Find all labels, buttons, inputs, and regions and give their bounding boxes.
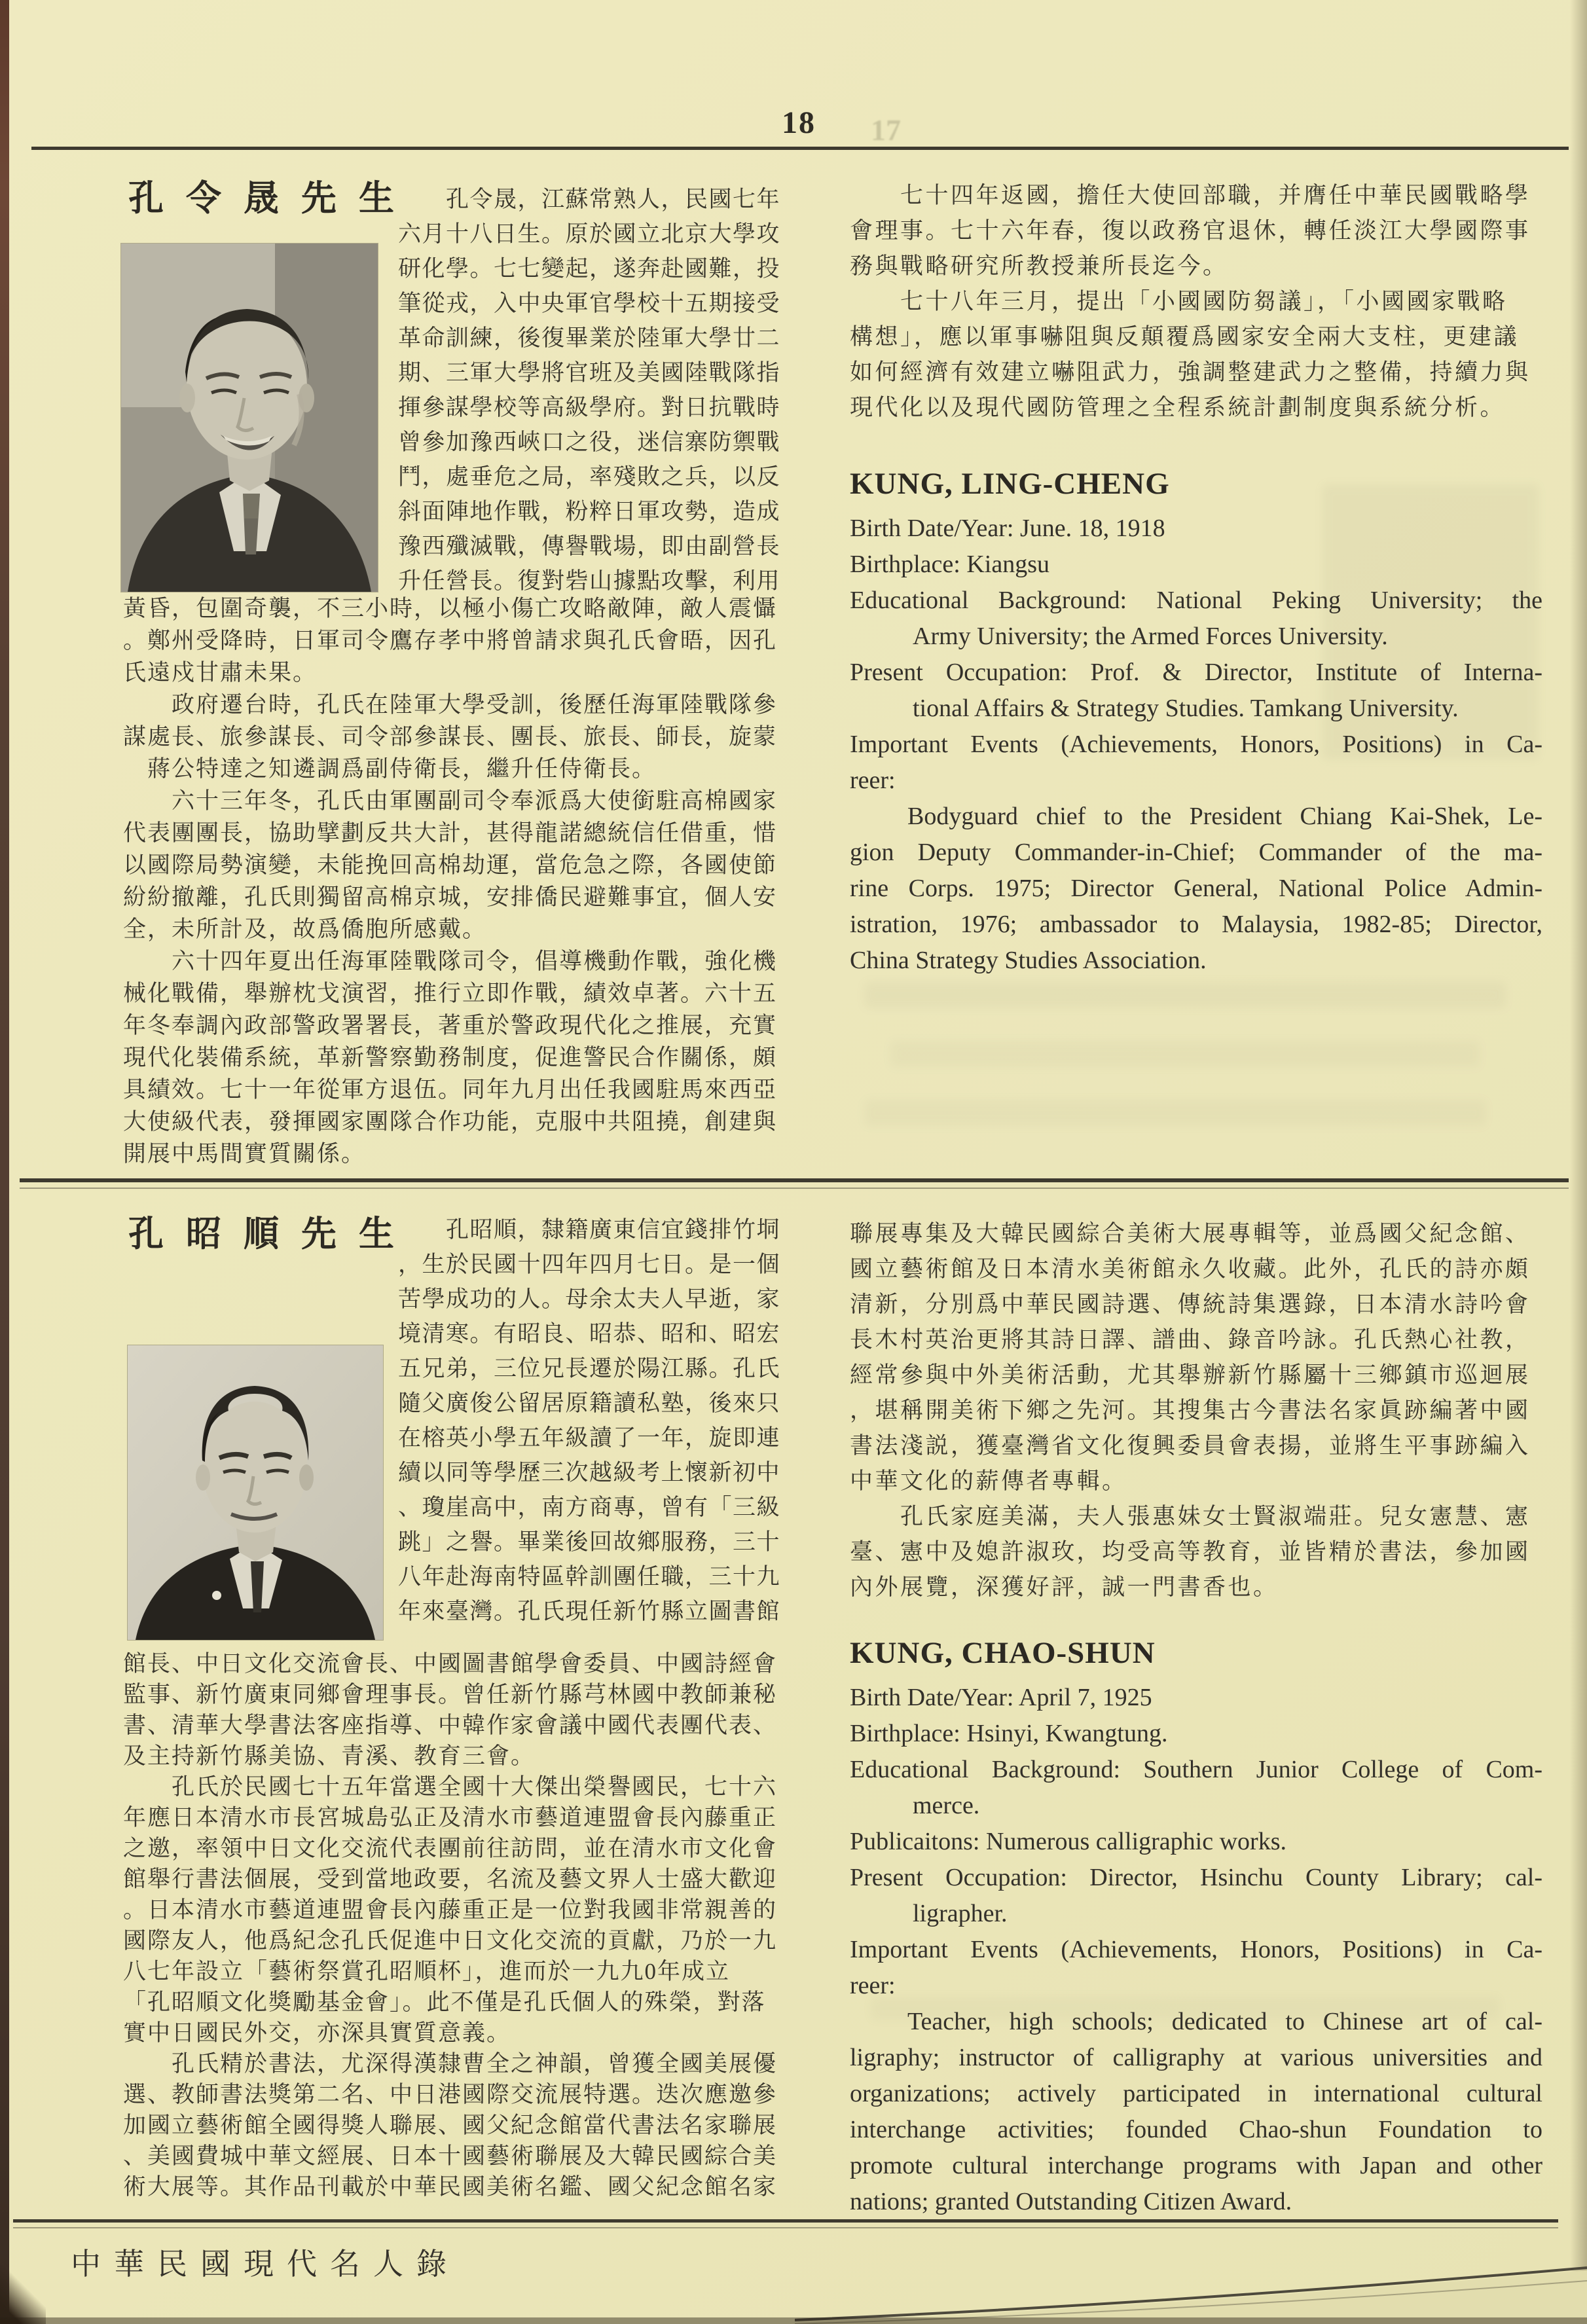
bio1-english-name: KUNG, LING-CHENG [850,467,1170,501]
text-line: Teacher, high schools; dedicated to Chinese art of cal- [907,2008,1542,2035]
text-line: 年來臺灣。孔氏現任新竹縣立圖書館 [398,1599,781,1624]
text-line: 續以同等學歷三次越級考上懷新初中 [398,1460,781,1485]
text-line: 紛紛撤離，孔氏則獨留高棉京城，安排僑民避難事宜，個人安 [123,884,778,910]
showthrough-artifact [890,1041,1480,1067]
text-line: 七十四年返國，擔任大使回部職，并膺任中華民國戰略學 [850,183,1531,208]
text-line: 氏遠戍甘肅未果。 [123,660,318,685]
text-line: 八七年設立「藝術祭賞孔昭順杯」，進而於一九九0年成立 [123,1959,731,1984]
text-line: 鬥，處垂危之局，率殘敗之兵，以反 [398,464,781,490]
text-line: 謀處長、旅參謀長、司令部參謀長、團長、旅長、師長，旋蒙 [123,724,778,750]
kung-chao-shun-portrait [128,1345,383,1640]
text-line: Important Events (Achievements, Honors, Positions) in Ca- [850,731,1542,758]
bio2-fullwidth-text [123,1648,788,2202]
text-line: rine Corps. 1975; Director General, National Police Admin- [850,875,1542,902]
text-line: tional Affairs & Strategy Studies. Tamkang University. [913,695,1459,722]
text-line: merce. [913,1792,980,1819]
portrait-photo-illustration [128,1345,383,1640]
scan-corner-shadow [0,2265,46,2324]
text-line: 長木村英治更將其詩日譯、譜曲、錄音吟詠。孔氏熱心社教， [850,1327,1531,1353]
bio2-english-lines [850,1680,1542,2220]
portrait-photo-illustration [121,244,378,592]
text-line: 筆從戎，入中央軍官學校十五期接受 [398,291,781,316]
text-line: 館舉行書法個展，受到當地政要，名流及藝文界人士盛大歡迎 [123,1866,778,1892]
text-line: 跳」之譽。畢業後回故鄉服務，三十 [398,1529,781,1555]
text-line: interchange activities; founded Chao-shun Foundation to [850,2116,1542,2143]
bio1-fullwidth-text [123,592,788,1170]
text-line: 五兄弟，三位兄長遷於陽江縣。孔氏 [398,1356,781,1381]
text-line: 具績效。七十一年從軍方退伍。同年九月出任我國駐馬來西亞 [123,1077,778,1102]
text-line: Present Occupation: Prof. & Director, Institute of Interna- [850,659,1542,686]
text-line: 年冬奉調內政部警政署署長，著重於警政現代化之推展，充實 [123,1013,778,1038]
text-line: 中華文化的薪傳者專輯。 [850,1468,1127,1494]
footer-rule-echo [13,2227,1558,2228]
text-line: istration, 1976; ambassador to Malaysia, 1982-85; Director, [850,911,1542,938]
text-line: 升任營長。復對砦山據點攻擊，利用 [398,568,781,594]
text-line: 選、教師書法獎第二名、中日港國際交流展特選。迭次應邀參 [123,2082,778,2107]
text-line: 、美國費城中華文經展、日本十國藝術聯展及大韓民國綜合美 [123,2143,778,2169]
text-line: 臺、憲中及媳許淑玫，均受高等教育，並皆精於書法，參加國 [850,1539,1531,1565]
text-line: ligraphy; instructor of calligraphy at various universities and [850,2044,1542,2071]
text-line: 蔣公特達之知遴調爲副侍衛長，繼升任侍衛長。 [123,756,657,782]
text-line: 務與戰略研究所教授兼所長迄今。 [850,253,1228,279]
text-line: 、瓊崖高中，南方商專，曾有「三級 [398,1495,781,1520]
text-line: ，生於民國十四年四月七日。是一個 [398,1252,781,1277]
text-line: 孔令晟，江蘇常熟人，民國七年 [398,187,781,212]
text-line: 館長、中日文化交流會長、中國圖書館學會委員、中國詩經會 [123,1651,778,1677]
text-line: organizations; actively participated in international cultural [850,2080,1542,2107]
text-line: 實中日國民外交，亦深具實質意義。 [123,2020,511,2046]
bio1-english-lines [850,511,1542,979]
page-curl-artifact [795,2252,1587,2324]
text-line: 清新，分別爲中華民國詩選、傳統詩集選錄，日本清水詩吟會 [850,1292,1531,1317]
text-line: 孔昭順，隸籍廣東信宜錢排竹垌 [398,1217,781,1243]
text-line: 國立藝術館及日本清水美術館永久收藏。此外，孔氏的詩亦頗 [850,1256,1531,1282]
section-divider-echo [20,1188,1569,1189]
text-line: Birthplace: Kiangsu [850,551,1049,578]
text-line: 。鄭州受降時，日軍司令鷹存孝中將曾請求與孔氏會晤，因孔 [123,628,778,653]
text-line: 全，未所計及，故爲僑胞所感戴。 [123,917,487,942]
text-line: Publicaitons: Numerous calligraphic works. [850,1828,1286,1855]
text-line: 術大展等。其作品刊載於中華民國美術名鑑、國父紀念館名家 [123,2174,778,2200]
footer-rule [13,2219,1558,2223]
page-number: 18 [782,105,816,140]
header-rule [31,147,1569,150]
text-line: 書法淺説，獲臺灣省文化復興委員會表揚，並將生平事跡編入 [850,1433,1531,1459]
text-line: 聯展專集及大韓民國綜合美術大展專輯等，並爲國父紀念館、 [850,1221,1531,1246]
text-line: 「孔昭順文化獎勵基金會」。此不僅是孔氏個人的殊榮，對落 [123,1989,766,2015]
text-line: Bodyguard chief to the President Chiang Kai-Shek, Le- [907,803,1542,830]
text-line: 國際友人，他爲紀念孔氏促進中日文化交流的貢獻，乃於一九 [123,1928,778,1953]
text-line: 揮參謀學校等高級學府。對日抗戰時 [398,395,781,420]
text-line: 期、三軍大學將官班及美國陸戰隊指 [398,360,781,386]
text-line: Present Occupation: Director, Hsinchu County Library; cal- [850,1864,1542,1891]
text-line: Educational Background: National Peking University; the [850,587,1542,614]
text-line: 年應日本清水市長宮城島弘正及清水市藝道連盟會長內藤重正 [123,1805,778,1830]
bio2-column-text [398,1212,791,1629]
bio2-title: 孔昭順先生 [128,1214,416,1254]
text-line: 監事、新竹廣東同鄉會理事長。曾任新竹縣芎林國中教師兼秘 [123,1682,778,1707]
text-line: 構想」，應以軍事嚇阻與反顛覆爲國家安全兩大支柱，更建議 [850,324,1520,350]
text-line: 孔氏精於書法，尤深得漢隸曹全之神韻，曾獲全國美展優 [123,2051,778,2077]
text-line: Educational Background: Southern Junior College of Com- [850,1756,1542,1783]
book-title-footer: 中華民國現代名人錄 [71,2247,460,2281]
kung-ling-cheng-portrait [121,244,378,592]
text-line: 政府遷台時，孔氏在陸軍大學受訓，後歷任海軍陸戰隊參 [123,692,778,717]
text-line: 現代化裝備系統，革新警察勤務制度，促進警民合作關係，頗 [123,1045,778,1070]
text-line: 曾參加豫西峽口之役，迷信寨防禦戰 [398,429,781,455]
text-line: nations; granted Outstanding Citizen Award. [850,2188,1292,2215]
bio2-english-name: KUNG, CHAO-SHUN [850,1636,1156,1670]
text-line: 隨父廣俊公留居原籍讀私塾，後來只 [398,1390,781,1416]
text-line: ，堪稱開美術下鄉之先河。其搜集古今書法名家眞跡編著中國 [850,1398,1531,1423]
text-line: 及主持新竹縣美協、青溪、教育三會。 [123,1743,536,1769]
showthrough-page-number: 17 [871,113,901,147]
text-line: 八年赴海南特區幹訓團任職，三十九 [398,1564,781,1589]
scan-edge-right [1570,0,1587,2324]
text-line: 大使級代表，發揮國家團隊合作功能，克服中共阻撓，創建與 [123,1109,778,1135]
text-line: gion Deputy Commander-in-Chief; Commander of the ma- [850,839,1542,866]
text-line: 之邀，率領中日文化交流代表團前往訪問，並在清水市文化會 [123,1836,778,1861]
text-line: 六十三年冬，孔氏由軍團副司令奉派爲大使銜駐高棉國家 [123,788,778,814]
text-line: 。日本清水市藝道連盟會長內藤重正是一位對我國非常親善的 [123,1897,778,1923]
showthrough-artifact [864,982,1506,1008]
text-line: Birth Date/Year: April 7, 1925 [850,1684,1152,1711]
section-divider-rule [20,1178,1569,1182]
text-line: 苦學成功的人。母余太夫人早逝，家 [398,1286,781,1312]
text-line: 革命訓練，後復畢業於陸軍大學廿二 [398,325,781,351]
text-line: 孔氏家庭美滿，夫人張惠妹女士賢淑端莊。兒女憲慧、憲 [850,1504,1531,1529]
bio1-column-text [398,182,791,598]
text-line: 豫西殲滅戰，傳譽戰場，即由副營長 [398,534,781,559]
text-line: Important Events (Achievements, Honors, Positions) in Ca- [850,1936,1542,1963]
text-line: 經常參與中外美術活動，尤其舉辦新竹縣屬十三鄉鎮市巡迴展 [850,1362,1531,1388]
showthrough-artifact [864,1100,1486,1126]
text-line: 六十四年夏出任海軍陸戰隊司令，倡導機動作戰，強化機 [123,949,778,974]
text-line: Birth Date/Year: June. 18, 1918 [850,515,1165,542]
text-line: 研化學。七七變起，遂奔赴國難，投 [398,256,781,281]
text-line: Birthplace: Hsinyi, Kwangtung. [850,1720,1168,1747]
text-line: 加國立藝術館全國得獎人聯展、國父紀念館當代書法名家聯展 [123,2113,778,2138]
text-line: 代表團團長，協助擘劃反共大計，甚得龍諾總統信任借重，惜 [123,820,778,846]
scan-edge-bottom [0,2317,1587,2324]
text-line: 開展中馬間實質關係。 [123,1141,366,1167]
text-line: 以國際局勢演變，未能挽回高棉劫運，當危急之際，各國使節 [123,852,778,878]
text-line: promote cultural interchange programs with Japan and other [850,2152,1542,2179]
text-line: 在榕英小學五年級讀了一年，旋即連 [398,1425,781,1451]
text-line: 七十八年三月，提出「小國國防芻議」，「小國國家戰略 [850,289,1508,314]
text-line: 械化戰備，舉辦枕戈演習，推行立即作戰，績效卓著。六十五 [123,981,778,1006]
text-line: 如何經濟有效建立嚇阻武力，強調整建武力之整備，持續力與 [850,359,1531,385]
bio2-english-section [850,1635,1542,2220]
bio1-title: 孔令晟先生 [128,179,416,218]
bio1-right-column-text [850,178,1537,426]
text-line: 境清寒。有昭良、昭恭、昭和、昭宏 [398,1321,781,1347]
text-line: 會理事。七十六年春，復以政務官退休，轉任淡江大學國際事 [850,218,1531,244]
bio2-right-column-text [850,1216,1537,1605]
text-line: 六月十八日生。原於國立北京大學攻 [398,221,781,247]
text-line: 現代化以及現代國防管理之全程系統計劃制度與系統分析。 [850,395,1506,420]
text-line: 斜面陣地作戰，粉粹日軍攻勢，造成 [398,499,781,524]
text-line: 黃昏，包圍奇襲，不三小時，以極小傷亡攻略敵陣，敵人震懾 [123,596,778,621]
text-line: ligrapher. [913,1900,1008,1927]
text-line: 孔氏於民國七十五年當選全國十大傑出榮譽國民，七十六 [123,1774,778,1800]
text-line: 內外展覽，深獲好評，誠一門書香也。 [850,1574,1279,1600]
bio1-english-section [850,466,1542,979]
scan-edge-left [0,0,9,2324]
text-line: reer: [850,767,896,794]
text-line: 書、清華大學書法客座指導、中韓作家會議中國代表團代表、 [123,1713,778,1738]
text-line: Army University; the Armed Forces University. [913,623,1388,650]
text-line: China Strategy Studies Association. [850,947,1207,974]
text-line: reer: [850,1972,896,1999]
